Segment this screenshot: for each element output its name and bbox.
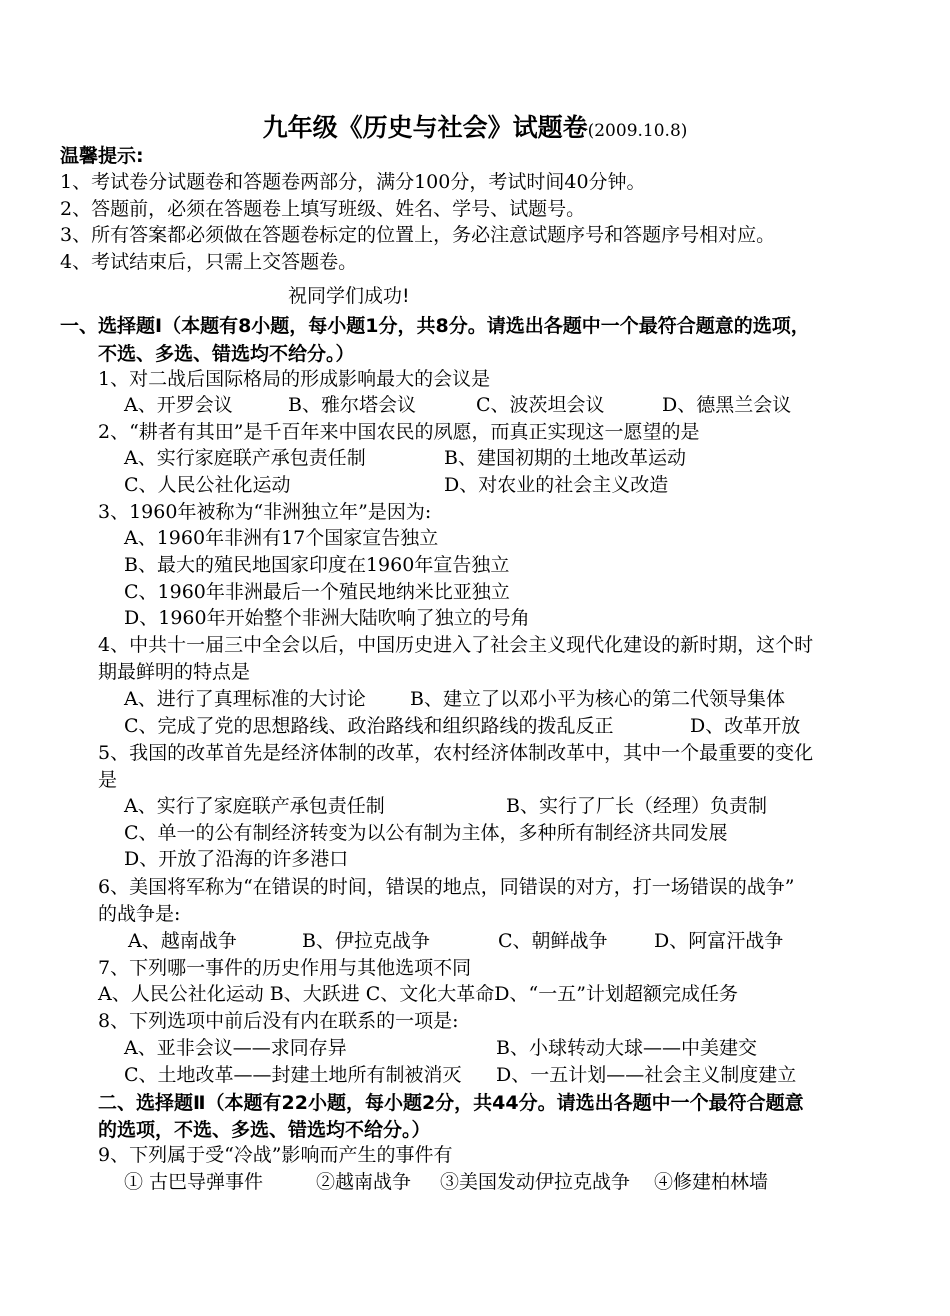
exam-date: (2009.10.8)	[587, 121, 688, 141]
q5-option-c: C、单一的公有制经济转变为以公有制为主体，多种所有制经济共同发展	[124, 822, 728, 844]
q3-option-d: D、1960年开始整个非洲大陆吹响了独立的号角	[124, 607, 530, 629]
section1-header-line2: 不选、多选、错选均不给分。）	[98, 343, 355, 365]
section2-header-line2: 的选项，不选、多选、错选均不给分。）	[98, 1119, 431, 1141]
q7-options: A、人民公社化运动 B、大跃进 C、文化大革命D、“一五”计划超额完成任务	[98, 983, 738, 1005]
q6-option-c: C、朝鲜战争	[498, 930, 608, 952]
q9-option-4: ④修建柏林墙	[654, 1171, 769, 1193]
q8-stem: 8、下列选项中前后没有内在联系的一项是:	[98, 1010, 459, 1032]
exam-title	[0, 108, 950, 144]
tip-item-2: 2、答题前，必须在答题卷上填写班级、姓名、学号、试题号。	[60, 198, 586, 220]
q9-option-1: ① 古巴导弹事件	[124, 1171, 264, 1193]
q5-option-d: D、开放了沿海的许多港口	[124, 848, 349, 870]
q2-option-d: D、对农业的社会主义改造	[444, 474, 669, 496]
q6-option-a: A、越南战争	[128, 930, 237, 952]
wish-text: 祝同学们成功!	[288, 285, 410, 307]
q5-option-a: A、实行了家庭联产承包责任制	[124, 795, 385, 817]
q1-option-a: A、开罗会议	[124, 394, 233, 416]
q4-option-c: C、完成了党的思想路线、政治路线和组织路线的拨乱反正	[124, 715, 614, 737]
q5-stem-line2: 是	[98, 769, 118, 791]
q7-stem: 7、下列哪一事件的历史作用与其他选项不同	[98, 957, 472, 979]
q8-option-c: C、土地改革——封建土地所有制被消灭	[124, 1064, 462, 1086]
q3-option-a: A、1960年非洲有17个国家宣告独立	[124, 527, 439, 549]
tip-item-4: 4、考试结束后，只需上交答题卷。	[60, 251, 358, 273]
q4-option-b: B、建立了以邓小平为核心的第二代领导集体	[410, 688, 785, 710]
q6-option-d: D、阿富汗战争	[654, 930, 784, 952]
q6-stem-line2: 的战争是:	[98, 903, 181, 925]
q2-option-a: A、实行家庭联产承包责任制	[124, 447, 366, 469]
q5-stem-line1: 5、我国的改革首先是经济体制的改革，农村经济体制改革中，其中一个最重要的变化	[98, 742, 814, 764]
q2-option-b: B、建国初期的土地改革运动	[444, 447, 686, 469]
q4-option-a: A、进行了真理标准的大讨论	[124, 688, 366, 710]
q9-option-3: ③美国发动伊拉克战争	[440, 1171, 631, 1193]
q4-stem-line1: 4、中共十一届三中全会以后，中国历史进入了社会主义现代化建设的新时期，这个时	[98, 634, 814, 656]
tips-heading: 温馨提示:	[60, 145, 144, 167]
q8-option-b: B、小球转动大球——中美建交	[496, 1037, 757, 1059]
q9-stem: 9、下列属于受“冷战”影响而产生的事件有	[98, 1144, 453, 1166]
q1-option-b: B、雅尔塔会议	[288, 394, 416, 416]
exam-title-main: 九年级《历史与社会》试题卷	[262, 113, 588, 142]
q1-stem: 1、对二战后国际格局的形成影响最大的会议是	[98, 368, 491, 390]
q8-option-d: D、一五计划——社会主义制度建立	[496, 1064, 797, 1086]
q8-option-a: A、亚非会议——求同存异	[124, 1037, 347, 1059]
q5-option-b: B、实行了厂长（经理）负责制	[506, 795, 767, 817]
q4-stem-line2: 期最鲜明的特点是	[98, 661, 251, 683]
q4-option-d: D、改革开放	[690, 715, 801, 737]
q3-option-c: C、1960年非洲最后一个殖民地纳米比亚独立	[124, 581, 510, 603]
q2-stem: 2、“耕者有其田”是千百年来中国农民的夙愿，而真正实现这一愿望的是	[98, 421, 700, 443]
tip-item-1: 1、考试卷分试题卷和答题卷两部分，满分100分，考试时间40分钟。	[60, 171, 646, 193]
q3-option-b: B、最大的殖民地国家印度在1960年宣告独立	[124, 554, 510, 576]
q9-option-2: ②越南战争	[316, 1171, 412, 1193]
q1-option-c: C、波茨坦会议	[476, 394, 605, 416]
section2-header-line1: 二、选择题Ⅱ（本题有22小题，每小题2分，共44分。请选出各题中一个最符合题意	[98, 1092, 804, 1114]
section1-header-line1: 一、选择题Ⅰ（本题有8小题，每小题1分，共8分。请选出各题中一个最符合题意的选项，	[60, 315, 810, 337]
q3-stem: 3、1960年被称为“非洲独立年”是因为:	[98, 501, 432, 523]
q6-stem-line1: 6、美国将军称为“在错误的时间，错误的地点，同错误的对方，打一场错误的战争”	[98, 876, 795, 898]
q2-option-c: C、人民公社化运动	[124, 474, 291, 496]
q6-option-b: B、伊拉克战争	[302, 930, 430, 952]
q1-option-d: D、德黑兰会议	[662, 394, 792, 416]
tip-item-3: 3、所有答案都必须做在答题卷标定的位置上，务必注意试题序号和答题序号相对应。	[60, 224, 776, 246]
